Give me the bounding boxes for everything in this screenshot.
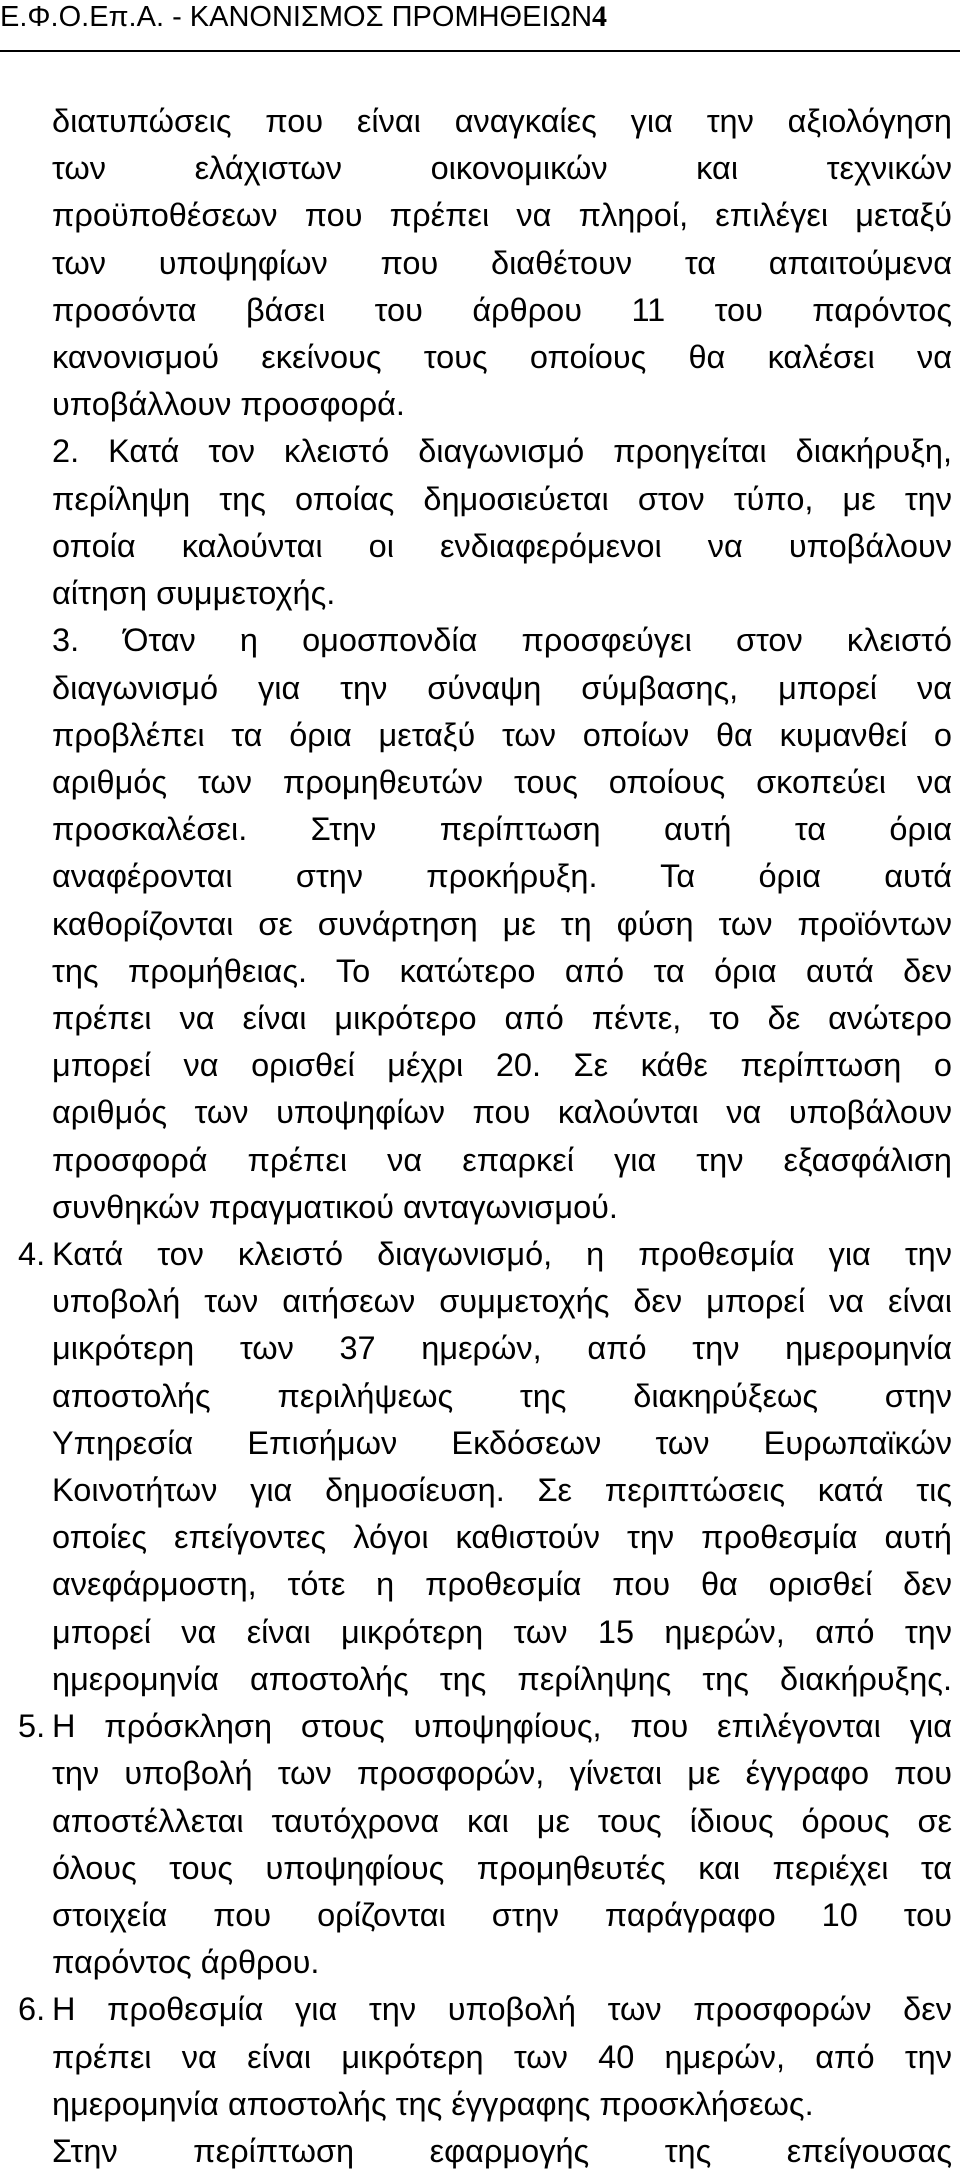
text-line: Η πρόσκληση στους υποψηφίους, που επιλέγονται για — [52, 1708, 952, 1744]
text-line: Η προθεσμία για την υποβολή των προσφορών δεν — [52, 1991, 952, 2027]
text-line: κανονισμού εκείνους τους οποίους θα καλέσει να — [52, 339, 952, 375]
header-title: Ε.Φ.Ο.Επ.Α. - ΚΑΝΟΝΙΣΜΟΣ ΠΡΟΜΗΘΕΙΩΝ — [0, 1, 593, 33]
text-line: των ελάχιστων οικονομικών και τεχνικών — [52, 150, 952, 186]
text-line: προϋποθέσεων που πρέπει να πληροί, επιλέγει μεταξύ — [52, 197, 952, 233]
text-line: προσόντα βάσει του άρθρου 11 του παρόντος — [52, 292, 952, 328]
text-line: καθορίζονται σε συνάρτηση με τη φύση των προϊόντων — [52, 906, 952, 942]
text-line: οποία καλούνται οι ενδιαφερόμενοι να υποβάλουν — [52, 528, 952, 564]
text-line: αριθμός των υποψηφίων που καλούνται να υποβάλουν — [52, 1094, 952, 1130]
text-line: συνθηκών πραγματικού ανταγωνισμού. — [52, 1189, 618, 1225]
text-line: 2. Κατά τον κλειστό διαγωνισμό προηγείται διακήρυξη, — [52, 433, 952, 469]
text-line: προβλέπει τα όρια μεταξύ των οποίων θα κυμανθεί ο — [52, 717, 952, 753]
text-line: πρέπει να είναι μικρότερη των 40 ημερών, από την — [52, 2039, 952, 2075]
text-line: παρόντος άρθρου. — [52, 1944, 320, 1980]
text-line: αίτηση συμμετοχής. — [52, 575, 336, 611]
page-number: 4 — [592, 0, 607, 33]
text-line: την υποβολή των προσφορών, γίνεται με έγγραφο που — [52, 1755, 952, 1791]
text-line: ημερομηνία αποστολής της έγγραφης προσκλήσεως. — [52, 2086, 814, 2122]
text-line: αριθμός των προμηθευτών τους οποίους σκοπεύει να — [52, 764, 952, 800]
text-line: Υπηρεσία Επισήμων Εκδόσεων των Ευρωπαϊκών — [52, 1425, 952, 1461]
text-line: Κατά τον κλειστό διαγωνισμό, η προθεσμία για την — [52, 1236, 952, 1272]
text-line: πρέπει να είναι μικρότερο από πέντε, το δε ανώτερο — [52, 1000, 952, 1036]
paragraph-number: 4. — [18, 1236, 46, 1272]
text-line: της προμήθειας. Το κατώτερο από τα όρια αυτά δεν — [52, 953, 952, 989]
text-line: υποβάλλουν προσφορά. — [52, 386, 405, 422]
paragraph-number: 5. — [18, 1708, 46, 1744]
text-line: Στην περίπτωση εφαρμογής της επείγουσας — [52, 2133, 952, 2169]
text-line: αναφέρονται στην προκήρυξη. Τα όρια αυτά — [52, 858, 952, 894]
text-line: αποστολής περιλήψεως της διακηρύξεως στην — [52, 1378, 952, 1414]
text-line: διατυπώσεις που είναι αναγκαίες για την αξιολόγηση — [52, 103, 952, 139]
text-line: οποίες επείγοντες λόγοι καθιστούν την προθεσμία αυτή — [52, 1519, 952, 1555]
paragraph-number: 6. — [18, 1991, 46, 2027]
text-line: προσκαλέσει. Στην περίπτωση αυτή τα όρια — [52, 811, 952, 847]
text-line: των υποψηφίων που διαθέτουν τα απαιτούμενα — [52, 245, 952, 281]
text-line: διαγωνισμό για την σύναψη σύμβασης, μπορεί να — [52, 670, 952, 706]
text-line: όλους τους υποψηφίους προμηθευτές και περιέχει τα — [52, 1850, 952, 1886]
text-line: υποβολή των αιτήσεων συμμετοχής δεν μπορεί να είναι — [52, 1283, 952, 1319]
text-line: προσφορά πρέπει να επαρκεί για την εξασφάλιση — [52, 1142, 952, 1178]
text-line: μπορεί να ορισθεί μέχρι 20. Σε κάθε περίπτωση ο — [52, 1047, 952, 1083]
text-line: ημερομηνία αποστολής της περίληψης της διακήρυξης. — [52, 1661, 952, 1697]
text-line: 3. Όταν η ομοσπονδία προσφεύγει στον κλειστό — [52, 622, 952, 658]
text-line: περίληψη της οποίας δημοσιεύεται στον τύπο, με την — [52, 481, 952, 517]
text-line: ανεφάρμοστη, τότε η προθεσμία που θα ορισθεί δεν — [52, 1566, 952, 1602]
text-line: μικρότερη των 37 ημερών, από την ημερομηνία — [52, 1330, 952, 1366]
text-line: αποστέλλεται ταυτόχρονα και με τους ίδιους όρους σε — [52, 1803, 952, 1839]
text-line: Κοινοτήτων για δημοσίευση. Σε περιπτώσεις κατά τις — [52, 1472, 952, 1508]
text-line: μπορεί να είναι μικρότερη των 15 ημερών, από την — [52, 1614, 952, 1650]
text-line: στοιχεία που ορίζονται στην παράγραφο 10 του — [52, 1897, 952, 1933]
